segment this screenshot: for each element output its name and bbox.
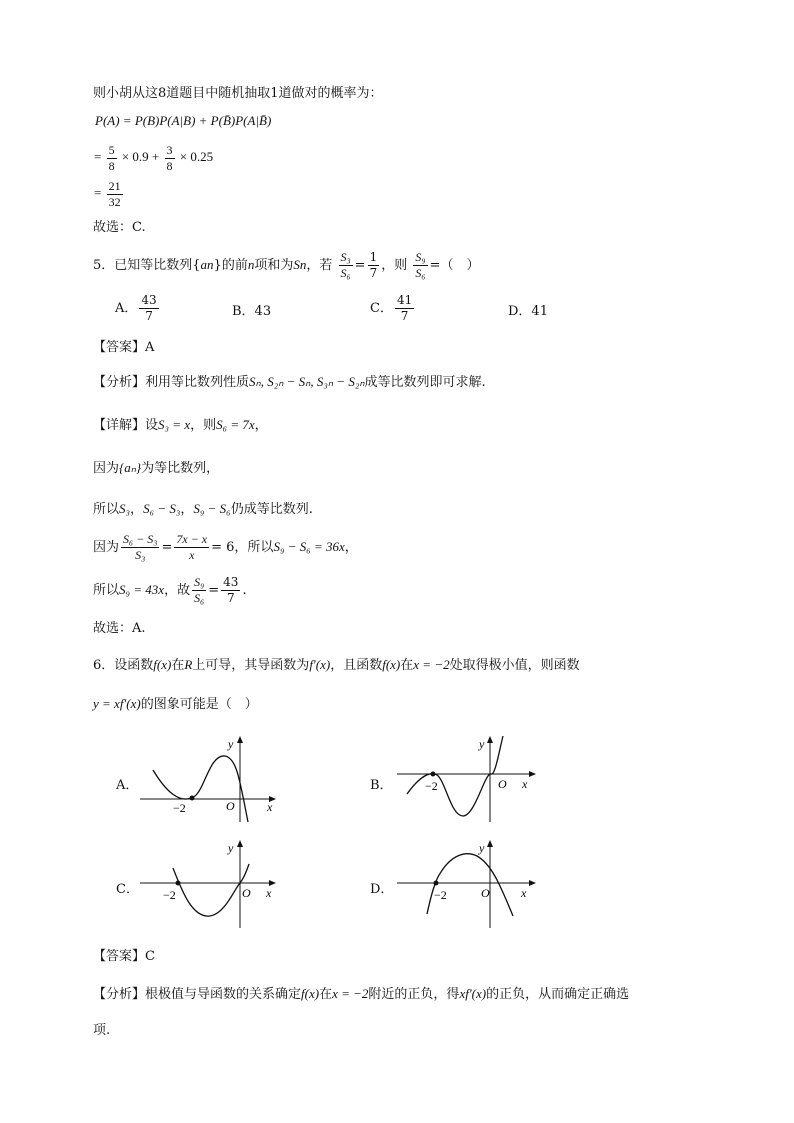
stem-text: 项和为	[254, 258, 294, 273]
root-point	[176, 881, 181, 886]
curve	[427, 854, 513, 916]
detail-text: 仍成等比数列.	[230, 502, 313, 517]
label-neg2: −2	[173, 801, 186, 815]
q5-detail-3	[93, 500, 313, 519]
y-arrow-icon	[487, 840, 493, 847]
q5-stem	[93, 248, 479, 283]
min-point	[431, 772, 436, 777]
stem-text: 处取得极小值，则函数	[449, 658, 580, 673]
intro-choice: 故选：C.	[93, 220, 146, 235]
answer-tag: 【答案】	[93, 340, 146, 355]
fraction-43-7	[221, 575, 240, 606]
curve	[407, 736, 503, 816]
label-x: x	[521, 886, 527, 900]
fraction-5-8	[107, 143, 117, 174]
denominator: 7	[145, 309, 153, 323]
q6-stem-line-2	[93, 695, 258, 714]
q5-answer	[93, 339, 154, 357]
detail-text: ，	[130, 502, 144, 517]
analysis-math: f(x)	[301, 986, 320, 1001]
numerator: 43	[141, 293, 157, 307]
option-label: A．	[115, 301, 138, 316]
q5-analysis	[93, 373, 486, 392]
label-origin: O	[226, 799, 235, 813]
label-x: x	[522, 777, 528, 791]
stem-math: x = −2	[413, 657, 450, 672]
x-arrow-icon	[529, 771, 536, 777]
q6-option-d[interactable]: D．	[370, 882, 394, 897]
label-x: x	[267, 800, 273, 814]
eq-sign: =	[94, 149, 102, 164]
q6-stem-line-1	[93, 656, 580, 675]
stem-text: 的图象可能是（ ）	[140, 697, 258, 712]
detail-text: ，	[180, 502, 194, 517]
q5-detail-4	[93, 530, 358, 565]
answer-tag: 【答案】	[93, 949, 146, 964]
numerator: S₆ − S₃	[123, 532, 158, 546]
q5-option-c[interactable]	[370, 292, 416, 326]
fraction-3-8	[165, 143, 175, 174]
stem-math: f(x)	[153, 657, 172, 672]
q5-detail-5	[93, 573, 247, 608]
q5-choice: 故选：A.	[93, 621, 146, 636]
label-origin: O	[242, 886, 251, 900]
detail-math: S₃	[119, 501, 131, 516]
label-y: y	[228, 841, 234, 855]
root-point	[434, 881, 439, 886]
denominator: S₆	[415, 266, 426, 280]
stem-n: n	[247, 257, 255, 272]
denominator: 8	[166, 158, 173, 173]
eq-sign: =	[354, 258, 366, 273]
eq-sign: =	[208, 583, 220, 598]
numerator: 5	[108, 142, 115, 157]
detail-text: 因为	[93, 461, 120, 476]
detail-math: S₉ = 43x	[119, 582, 165, 597]
q5-option-b[interactable]: B．43	[232, 304, 272, 319]
denominator: 32	[108, 194, 121, 209]
y-arrow-icon	[237, 840, 243, 847]
numerator: 7x − x	[176, 532, 208, 546]
fraction-1-7	[368, 250, 380, 281]
analysis-text: 根极值与导函数的关系确定	[145, 987, 302, 1002]
detail-text: ，故	[164, 583, 191, 598]
analysis-tag: 【分析】	[93, 375, 146, 390]
numerator: 1	[369, 250, 378, 264]
stem-math: f(x)	[382, 657, 401, 672]
analysis-text: 的正负，从而确定正确选	[486, 987, 630, 1002]
analysis-math: xf′(x)	[459, 986, 487, 1001]
min-point	[190, 796, 195, 801]
q6-analysis	[93, 985, 629, 1004]
graph-c[interactable]	[135, 836, 285, 931]
label-y: y	[479, 737, 485, 751]
numerator: 21	[108, 178, 121, 193]
analysis-text: 利用等比数列性质	[145, 375, 250, 390]
calc-mid: × 0.9 +	[121, 149, 160, 164]
total-probability-formula: P(A) = P(B)P(A|B) + P(B̄)P(A|B̄)	[95, 113, 272, 128]
analysis-math: x = −2	[332, 986, 369, 1001]
fraction-7x	[174, 532, 209, 563]
stem-text: }的前	[213, 258, 248, 273]
stem-text: 5．已知等比数列{	[93, 258, 201, 273]
answer-value: C	[145, 949, 155, 964]
detail-text: ，则	[190, 418, 217, 433]
numerator: S₉	[194, 575, 205, 589]
denominator: S₆	[194, 591, 205, 605]
fraction-41-7	[395, 293, 414, 324]
intro-line: 则小胡从这8道题目中随机抽取1道做对的概率为：	[93, 86, 383, 101]
label-origin: O	[498, 777, 507, 791]
q5-detail-2	[93, 459, 219, 478]
y-arrow-icon	[237, 736, 243, 743]
label-neg2: −2	[425, 779, 438, 793]
numerator: S₉	[415, 250, 426, 264]
detail-text: 所以	[93, 502, 120, 517]
analysis-text: 成等比数列即可求解.	[364, 375, 486, 390]
graph-a[interactable]	[135, 732, 285, 827]
x-arrow-icon	[529, 880, 536, 886]
denominator: 7	[400, 309, 409, 323]
stem-text: 上可导，其导函数为	[192, 658, 310, 673]
detail-math: S₆ = 7x	[216, 417, 255, 432]
ratio-s9-s6	[192, 575, 206, 606]
detail-math: S₃ = x	[158, 417, 191, 432]
detail-tag: 【详解】	[93, 418, 146, 433]
numerator: 41	[396, 293, 413, 307]
detail-math: = 6	[211, 540, 235, 555]
denominator: x	[189, 548, 195, 562]
fraction-ratio	[121, 532, 159, 563]
fraction-43-7	[139, 293, 158, 324]
stem-math: R	[184, 657, 193, 672]
numerator: 3	[166, 142, 173, 157]
denominator: S₆	[340, 266, 351, 280]
denominator: 7	[369, 266, 378, 280]
calc-tail: × 0.25	[179, 149, 214, 164]
q5-option-d[interactable]: D．41	[508, 304, 548, 319]
detail-math: S₆ − S₃	[143, 501, 181, 516]
calc-step-2	[94, 176, 125, 210]
analysis-text: 在	[319, 987, 333, 1002]
detail-text: 为等比数列，	[141, 461, 220, 476]
stem-sn: Sn	[293, 257, 307, 272]
fraction-21-32	[107, 179, 123, 210]
ratio-s3-s6	[339, 250, 353, 281]
label-y: y	[228, 737, 234, 751]
stem-text: ，且函数	[330, 658, 383, 673]
stem-text: =（ ）	[429, 258, 480, 273]
stem-math: y = xf′(x)	[93, 696, 141, 711]
option-label: C．	[370, 301, 393, 316]
graph-d[interactable]	[395, 836, 545, 931]
calc-step-1	[94, 140, 213, 174]
label-neg2: −2	[434, 888, 447, 902]
label-origin: O	[481, 886, 490, 900]
stem-text: 6．设函数	[93, 658, 154, 673]
label-x: x	[266, 886, 272, 900]
detail-text: ，	[254, 418, 268, 433]
label-y: y	[479, 841, 485, 855]
stem-an: an	[200, 257, 214, 272]
detail-math: {aₙ}	[119, 460, 142, 475]
stem-math: f′(x)	[309, 657, 331, 672]
q6-option-c[interactable]: C．	[116, 882, 139, 897]
detail-text: 因为	[93, 540, 120, 555]
eq-sign: =	[94, 185, 102, 200]
analysis-tag: 【分析】	[93, 987, 146, 1002]
detail-math: S₉ − S₆	[193, 501, 231, 516]
eq-sign: =	[161, 540, 173, 555]
detail-text: ，所以	[234, 540, 274, 555]
detail-text: .	[242, 583, 247, 598]
detail-text: 所以	[93, 583, 120, 598]
analysis-math: Sₙ, S₂ₙ − Sₙ, S₃ₙ − S₂ₙ	[249, 374, 365, 389]
stem-text: 在	[171, 658, 185, 673]
detail-text: 设	[145, 418, 159, 433]
stem-text: ，则	[381, 258, 408, 273]
numerator: S₃	[340, 250, 351, 264]
detail-text: ，	[344, 540, 358, 555]
denominator: S₃	[135, 548, 146, 562]
numerator: 43	[223, 575, 239, 589]
denominator: 7	[226, 591, 235, 605]
denominator: 8	[108, 158, 115, 173]
y-arrow-icon	[487, 736, 493, 743]
curve	[173, 864, 249, 916]
q6-option-b[interactable]: B．	[370, 778, 393, 793]
stem-text: ，若	[306, 258, 333, 273]
label-neg2: −2	[163, 888, 176, 902]
q6-option-a[interactable]: A．	[116, 778, 139, 793]
analysis-text: 附近的正负，得	[368, 987, 460, 1002]
q6-analysis-cont: 项.	[93, 1023, 111, 1038]
q5-detail-1	[93, 416, 268, 435]
graph-b[interactable]	[395, 732, 545, 827]
q5-option-a[interactable]	[115, 292, 161, 326]
stem-text: 在	[400, 658, 414, 673]
q6-answer	[93, 948, 155, 966]
answer-value: A	[145, 340, 155, 355]
detail-math: S₉ − S₆ = 36x	[273, 539, 345, 554]
ratio-s9-s6	[413, 250, 427, 281]
